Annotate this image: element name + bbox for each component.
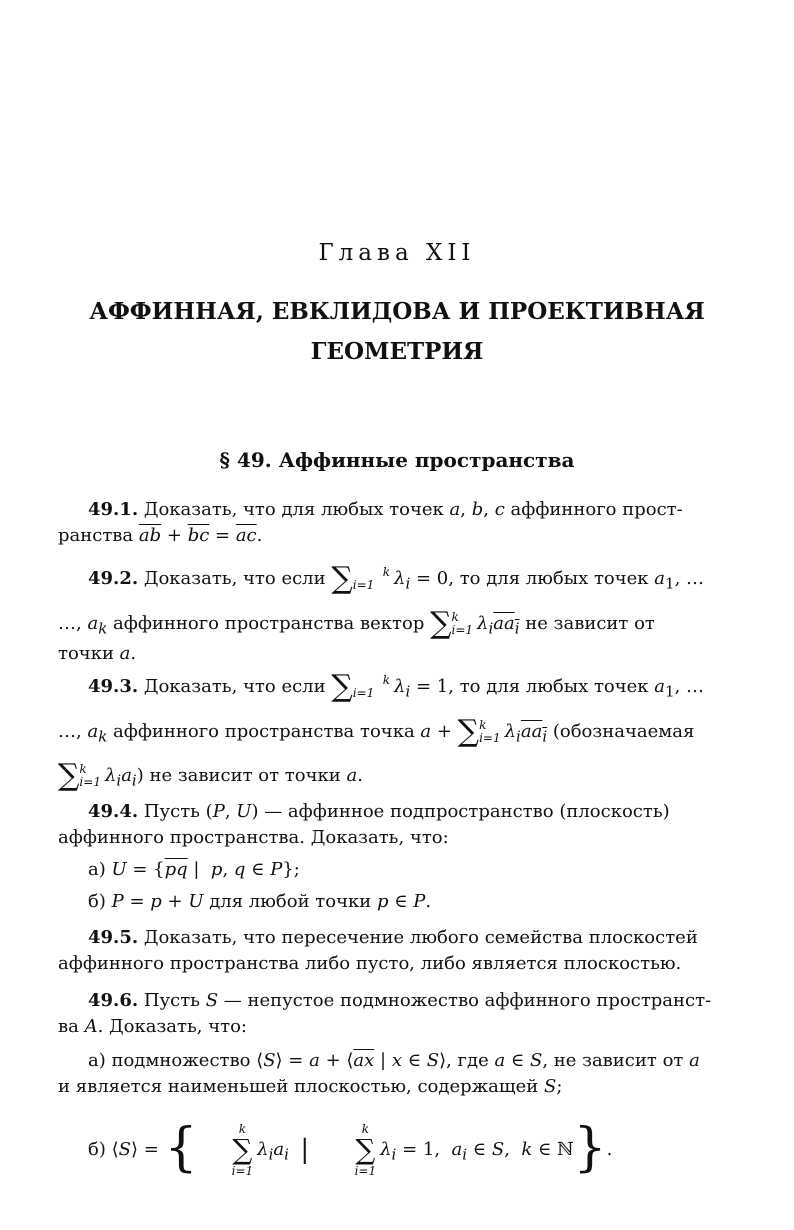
section-heading: § 49. Аффинные пространства: [219, 448, 575, 472]
problem-49-4-a: а) $U = \{\overline{pq}$ | p, q ∈ P};: [88, 859, 300, 880]
problem-number: 49.1.: [88, 499, 139, 520]
problem-49-3-line3: ∑k i=1 $\lambda_ia_i$) не зависит от точки a.: [58, 758, 363, 794]
problem-49-6: [58, 988, 730, 1178]
problem-49-5-line1: 49.5. Доказать, что пересечение любого семейства плоскостей: [88, 927, 698, 948]
problem-49-4-b: б) P = p + U для любой точки p ∈ P.: [88, 891, 432, 912]
problem-49-2: [58, 561, 730, 667]
problem-49-6-line2: ва A. Доказать, что:: [58, 1016, 247, 1037]
problem-49-1: [58, 497, 730, 549]
problem-49-6-a-line2: и является наименьшей плоскостью, содержащей S;: [58, 1076, 563, 1097]
problem-49-4-line1: 49.4. Пусть (P, U) — аффинное подпространство (плоскость): [88, 801, 670, 822]
problem-49-2-line3: точки a.: [58, 643, 137, 665]
problem-49-4: [58, 799, 730, 915]
problem-49-6-b: б) ⟨S⟩ = { k ∑ i=1 $\lambda_ia_i$ | k ∑ i=1 $\lambda_i = 1$, $a_i$ ∈ S, k ∈ ℕ}.: [88, 1118, 613, 1178]
problem-49-2-line2: …, $a_k$ аффинного пространства вектор ∑k i=1 $\lambda_iaa_i$ не зависит от: [58, 605, 655, 641]
problem-number: 49.5.: [88, 927, 139, 948]
problem-49-5: [58, 925, 730, 977]
chapter-title: [40, 292, 754, 372]
chapter-heading: Глава XII: [318, 240, 476, 266]
problem-49-1-line1: 49.1. Доказать, что для любых точек a, b, c аффинного прост-: [88, 499, 683, 520]
problem-number: 49.2.: [88, 568, 139, 589]
chapter-title-line1: АФФИННАЯ, ЕВКЛИДОВА И ПРОЕКТИВНАЯ: [89, 298, 705, 325]
problem-49-1-line2: ранства $\overline{ab} + \overline{bc} = \overline{ac}$.: [58, 525, 263, 546]
problem-number: 49.3.: [88, 676, 139, 697]
problem-49-3-line1: 49.3. Доказать, что если ∑ k i=1 $\lambda_i = 1$, то для любых точек $a_1$, …: [88, 669, 705, 704]
problem-number: 49.6.: [88, 990, 139, 1011]
problem-49-5-line2: аффинного пространства либо пусто, либо является плоскостью.: [58, 953, 682, 974]
problem-49-3-line2: …, $a_k$ аффинного пространства точка a + ∑k i=1 $\lambda_iaa_i$ (обозначаемая: [58, 713, 695, 749]
problem-49-6-line1: 49.6. Пусть S — непустое подмножество аффинного пространст-: [88, 990, 712, 1011]
problem-49-4-line2: аффинного пространства. Доказать, что:: [58, 827, 449, 848]
chapter-title-line2: ГЕОМЕТРИЯ: [310, 338, 484, 365]
problem-number: 49.4.: [88, 801, 139, 822]
problem-49-6-a-line1: а) подмножество ⟨S⟩ = $a + ⟨\overline{ax}$ | x ∈ S⟩, где a ∈ S, не зависит от a: [88, 1050, 700, 1071]
problem-49-2-line1: 49.2. Доказать, что если ∑ k i=1 $\lambda_i = 0$, то для любых точек $a_1$, …: [88, 561, 705, 596]
problem-49-3: [58, 669, 730, 794]
